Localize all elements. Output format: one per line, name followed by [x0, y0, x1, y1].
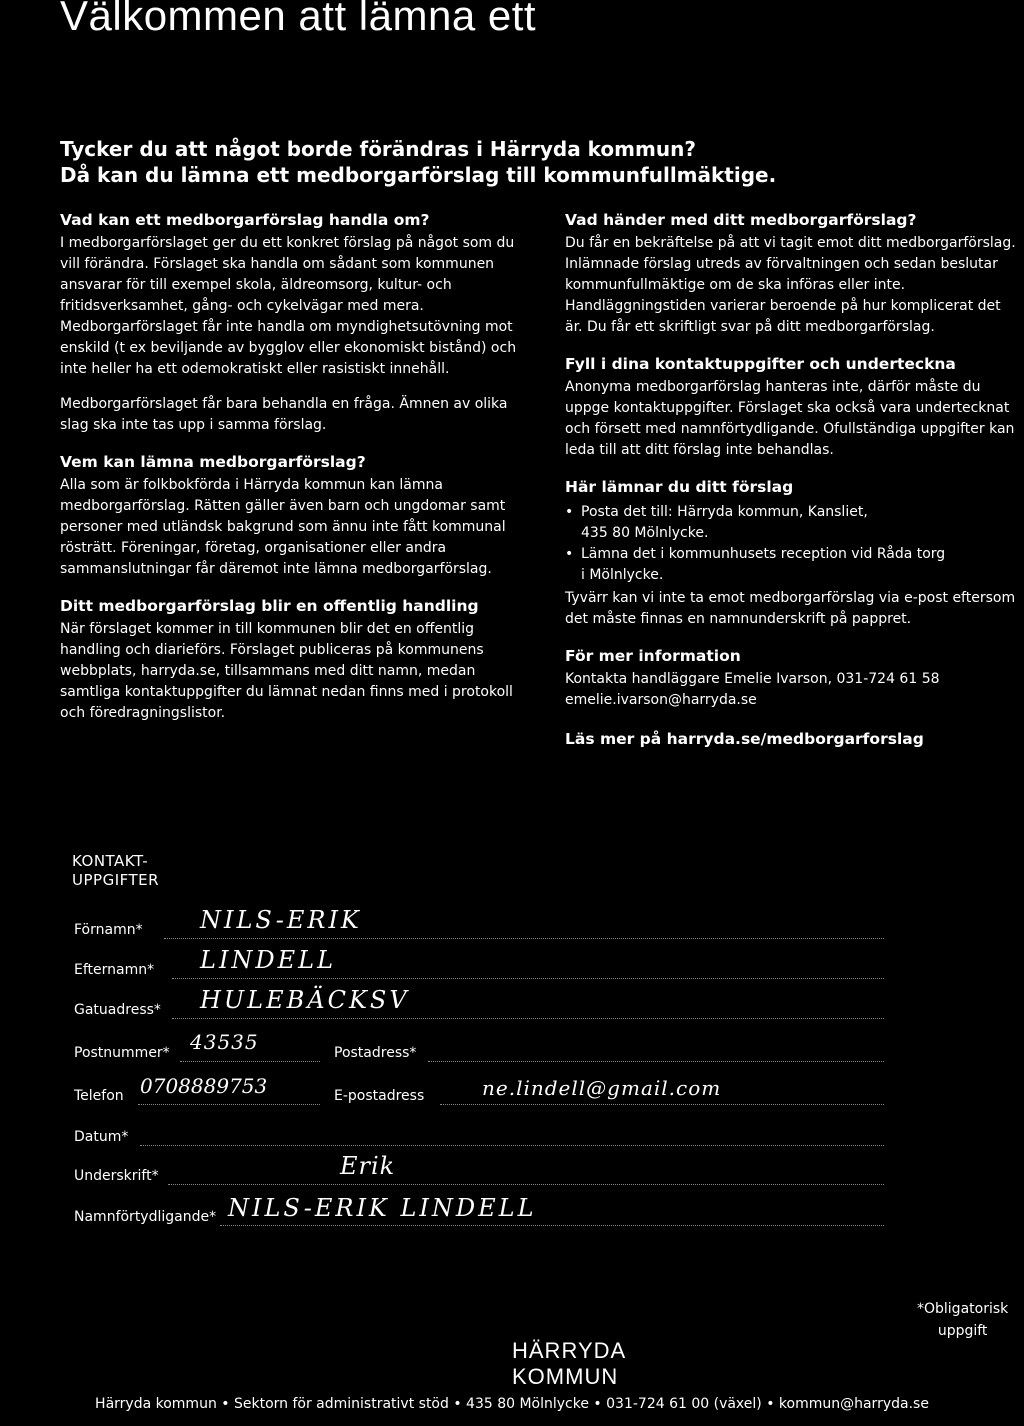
section-text-process: Du får en bekräftelse på att vi tagit emot ditt medborgarförslag. Inlämnade förslag utreds av förvaltningen och sedan beslutar kommunfullmäktige om de ska införas eller inte. Handläggningstiden varierar beroende på hur komplicerat det är. Du får ett skriftligt svar på ditt medborgarförslag. [565, 235, 1016, 335]
fornamn-line [164, 938, 884, 939]
telefon-field[interactable]: 0708889753 [140, 1074, 268, 1098]
namnfortydligande-label: Namnförtydligande* [74, 1209, 217, 1225]
page-title: Välkommen att lämna ett [60, 0, 537, 39]
postnummer-label: Postnummer* [74, 1045, 170, 1061]
contact-email[interactable]: emelie.ivarson@harryda.se [565, 692, 757, 708]
postnummer-line [180, 1061, 320, 1062]
mandatory-note-line-1: *Obligatorisk [917, 1301, 1009, 1317]
logo-line-1: HÄRRYDA [512, 1338, 627, 1363]
telefon-label: Telefon [74, 1088, 124, 1104]
list-item-line: i Mölnlycke. [581, 567, 664, 583]
gatuadress-field[interactable]: HULEBÄCKSV [200, 986, 410, 1014]
list-item-line: • Posta det till: Härryda kommun, Kansliet, [581, 504, 868, 520]
list-item-line: 435 80 Mölnlycke. [581, 525, 709, 541]
datum-field[interactable] [140, 1145, 884, 1146]
section-heading-public: Ditt medborgarförslag blir en offentlig handling [60, 597, 479, 615]
fornamn-field[interactable]: NILS-ERIK [200, 906, 362, 934]
efternamn-field[interactable]: LINDELL [200, 946, 337, 974]
submit-list [565, 502, 1020, 586]
harryda-logo [512, 1338, 626, 1390]
gatuadress-line [172, 1018, 884, 1019]
list-item-line: • Lämna det i kommunhusets reception vid Råda torg [581, 546, 946, 562]
section-heading-fill-in: Fyll i dina kontaktuppgifter och underteckna [565, 355, 956, 373]
section-text-fill-in: Anonyma medborgarförslag hanteras inte, därför måste du uppge kontaktuppgifter. Förslaget ska också vara undertecknat och försett med namnförtydligande. Ofullständiga uppgifter kan leda till att ditt förslag inte behandlas. [565, 379, 1015, 458]
namnfortydligande-field[interactable]: NILS-ERIK LINDELL [228, 1194, 537, 1222]
logo-line-2: KOMMUN [512, 1364, 619, 1389]
list-item [565, 544, 1020, 586]
signature-field[interactable]: Erik [340, 1152, 396, 1180]
epost-field[interactable]: ne.lindell@gmail.com [482, 1076, 722, 1100]
fornamn-label: Förnamn* [74, 922, 143, 938]
contact-heading-line-2: UPPGIFTER [72, 871, 160, 889]
gatuadress-label: Gatuadress* [74, 1002, 161, 1018]
lead-line-2: Då kan du lämna ett medborgarförslag till kommunfullmäktige. [60, 163, 777, 187]
section-text-public: När förslaget kommer in till kommunen blir det en offentlig handling och diarieförs. Förslaget publiceras på kommunens webbplats, harryda.se, tillsammans med ditt namn, medan samtliga kontaktuppgifter du lämnat nedan finns med i protokoll och föredragningslistor. [60, 621, 513, 721]
right-column [565, 210, 1020, 750]
section-text-what: I medborgarförslaget ger du ett konkret förslag på något som du vill förändra. Förslaget ska handla om sådant som kommunen ansvarar för till exempel skola, äldreomsorg, kultur- och fritidsverksamhet, gång- och cykelvägar med mera. Medborgarförslaget får inte handla om myndighetsutövning mot enskild (t ex beviljande av bygglov eller ekonomiskt bistånd) och inte heller ha ett odemokratiskt eller rasistiskt innehåll. [60, 235, 517, 377]
postadress-field[interactable] [428, 1061, 884, 1062]
underskrift-label: Underskrift* [74, 1168, 159, 1184]
efternamn-label: Efternamn* [74, 962, 155, 978]
section-heading-submit: Här lämnar du ditt förslag [565, 478, 794, 496]
left-column [60, 210, 525, 724]
mandatory-note [917, 1298, 1008, 1342]
section-heading-info: För mer information [565, 647, 741, 665]
contact-person: Kontakta handläggare Emelie Ivarson, 031-724 61 58 [565, 671, 940, 687]
section-text-no-email: Tyvärr kan vi inte ta emot medborgarförslag via e-post eftersom det måste finnas en namnunderskrift på pappret. [565, 590, 1016, 627]
telefon-line [138, 1104, 320, 1105]
underskrift-line [168, 1184, 884, 1185]
section-heading-process: Vad händer med ditt medborgarförslag? [565, 211, 917, 229]
efternamn-line [172, 978, 884, 979]
epost-label: E-postadress [334, 1088, 425, 1104]
section-heading-what: Vad kan ett medborgarförslag handla om? [60, 211, 430, 229]
contact-heading [72, 852, 159, 890]
section-text-who: Alla som är folkbokförda i Härryda kommun kan lämna medborgarförslag. Rätten gäller även barn och ungdomar samt personer med utländsk bakgrund som ännu inte fått kommunal rösträtt. Föreningar, företag, organisationer eller andra sammanslutningar får däremot inte lämna medborgarförslag. [60, 477, 506, 577]
mandatory-note-line-2: uppgift [937, 1323, 988, 1339]
list-item [565, 502, 1020, 544]
read-more-link[interactable]: Läs mer på harryda.se/medborgarforslag [565, 730, 924, 748]
footer-contact: Härryda kommun • Sektorn för administrativt stöd • 435 80 Mölnlycke • 031-724 61 00 (växel) • kommun@harryda.se [95, 1396, 929, 1412]
postadress-label: Postadress* [334, 1045, 417, 1061]
section-heading-who: Vem kan lämna medborgarförslag? [60, 453, 366, 471]
namnfortydligande-line [220, 1225, 884, 1226]
lead-line-1: Tycker du att något borde förändras i Härryda kommun? [60, 137, 696, 161]
contact-heading-line-1: KONTAKT- [72, 852, 149, 870]
section-text-one-question: Medborgarförslaget får bara behandla en fråga. Ämnen av olika slag ska inte tas upp i samma förslag. [60, 396, 508, 433]
lead-text [60, 136, 820, 188]
postnummer-field[interactable]: 43535 [190, 1030, 259, 1054]
datum-label: Datum* [74, 1129, 129, 1145]
epost-line [440, 1104, 884, 1105]
